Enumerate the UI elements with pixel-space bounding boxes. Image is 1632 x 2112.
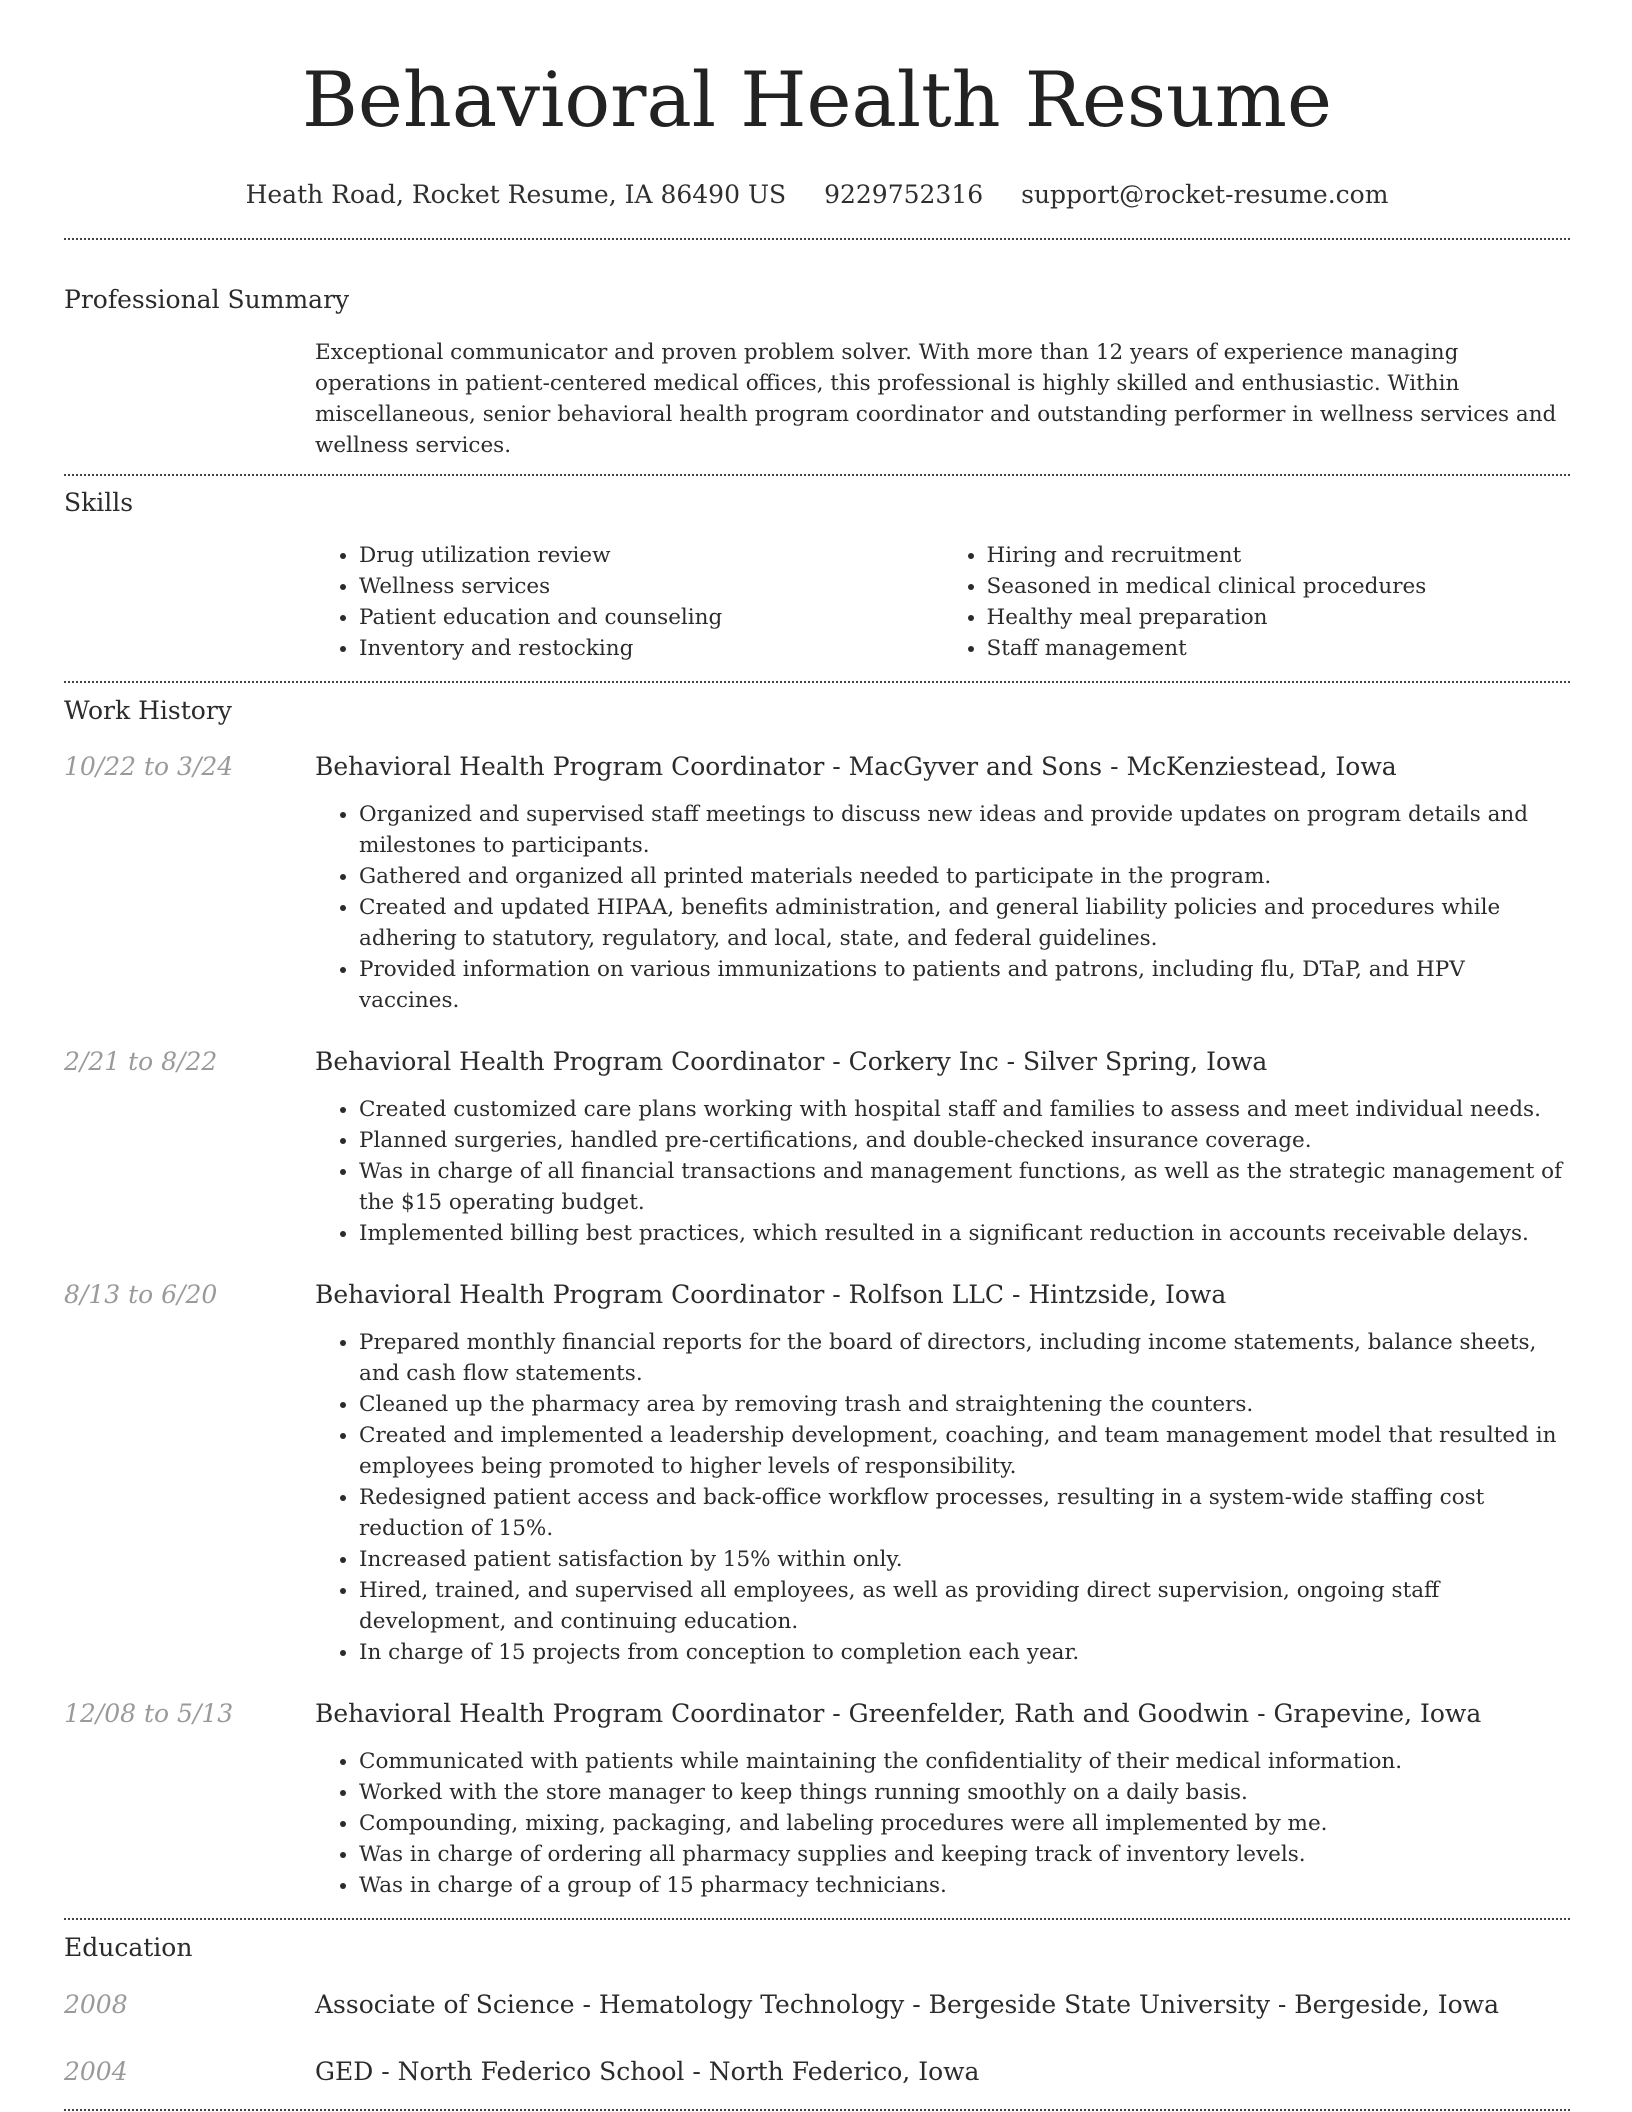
- job-bullets: [315, 799, 1570, 1016]
- contact-line: [64, 178, 1570, 212]
- skill-item: • Patient education and counseling: [359, 602, 943, 633]
- skills-list: [315, 540, 1570, 664]
- divider: [64, 238, 1570, 240]
- job-bullet: • Redesigned patient access and back-office workflow processes, resulting in a system-wide staffing cost reduction of 15%.: [359, 1482, 1570, 1544]
- education-entry: [64, 1988, 1570, 2022]
- job-bullet: • Was in charge of all financial transactions and management functions, as well as the strategic management of the $15 operating budget.: [359, 1156, 1570, 1218]
- section-title-work: Work History: [64, 696, 232, 725]
- job-bullet: • Was in charge of ordering all pharmacy supplies and keeping track of inventory levels.: [359, 1839, 1570, 1870]
- skill-item: • Inventory and restocking: [359, 633, 943, 664]
- section-title-education: Education: [64, 1933, 193, 1962]
- job-bullet: • Communicated with patients while maintaining the confidentiality of their medical information.: [359, 1746, 1570, 1777]
- job-bullet: • Created and implemented a leadership development, coaching, and team management model that resulted in employees being promoted to higher levels of responsibility.: [359, 1420, 1570, 1482]
- job-title: Behavioral Health Program Coordinator - Corkery Inc - Silver Spring, Iowa: [315, 1047, 1268, 1076]
- skill-item: • Hiring and recruitment: [987, 540, 1571, 571]
- job-title: Behavioral Health Program Coordinator - Greenfelder, Rath and Goodwin - Grapevine, Iowa: [315, 1699, 1482, 1728]
- divider: [64, 2109, 1570, 2111]
- job-bullets: [315, 1746, 1570, 1901]
- education-year: 2004: [64, 2057, 128, 2086]
- job-bullet: • Created customized care plans working with hospital staff and families to assess and meet individual needs.: [359, 1094, 1570, 1125]
- job-dates: 12/08 to 5/13: [64, 1699, 234, 1728]
- education-entry: [64, 2055, 1570, 2089]
- resume-title: Behavioral Health Resume: [302, 55, 1332, 144]
- job-bullet: • Was in charge of a group of 15 pharmacy technicians.: [359, 1870, 1570, 1901]
- skill-item: • Drug utilization review: [359, 540, 943, 571]
- job-bullet: • Implemented billing best practices, which resulted in a significant reduction in accounts receivable delays.: [359, 1218, 1570, 1249]
- job-bullet: • Worked with the store manager to keep things running smoothly on a daily basis.: [359, 1777, 1570, 1808]
- divider: [64, 1918, 1570, 1920]
- job-title: Behavioral Health Program Coordinator - Rolfson LLC - Hintzside, Iowa: [315, 1280, 1227, 1309]
- job-bullet: • Hired, trained, and supervised all employees, as well as providing direct supervision, ongoing staff development, and continuing education.: [359, 1575, 1570, 1637]
- summary-text: Exceptional communicator and proven problem solver. With more than 12 years of experience managing operations in patient-centered medical offices, this professional is highly skilled and enthusiastic. Within miscellaneous, senior behavioral health program coordinator and outstanding performer in wellness services and wellness services.: [315, 340, 1557, 458]
- job-bullet: • Cleaned up the pharmacy area by removing trash and straightening the counters.: [359, 1389, 1570, 1420]
- skill-item: • Healthy meal preparation: [987, 602, 1571, 633]
- skill-item: • Seasoned in medical clinical procedures: [987, 571, 1571, 602]
- divider: [64, 474, 1570, 476]
- skill-item: • Wellness services: [359, 571, 943, 602]
- job-dates: 10/22 to 3/24: [64, 752, 234, 781]
- job-header: [64, 1045, 1570, 1079]
- skills-column-right: [943, 540, 1571, 664]
- skill-item: • Staff management: [987, 633, 1571, 664]
- skills-column-left: [315, 540, 943, 664]
- job-bullets: [315, 1094, 1570, 1249]
- section-title-skills: Skills: [64, 488, 134, 517]
- job-bullet: • Gathered and organized all printed materials needed to participate in the program.: [359, 861, 1570, 892]
- section-title-summary: Professional Summary: [64, 285, 350, 314]
- contact-phone: 9229752316: [824, 180, 984, 209]
- job-header: [64, 1697, 1570, 1731]
- education-text: Associate of Science - Hematology Technology - Bergeside State University - Bergeside, Iowa: [315, 1990, 1499, 2019]
- job-bullets: [315, 1327, 1570, 1668]
- job-bullet: • In charge of 15 projects from conception to completion each year.: [359, 1637, 1570, 1668]
- job-bullet: • Compounding, mixing, packaging, and labeling procedures were all implemented by me.: [359, 1808, 1570, 1839]
- job-bullet: • Prepared monthly financial reports for the board of directors, including income statements, balance sheets, and cash flow statements.: [359, 1327, 1570, 1389]
- job-bullet: • Created and updated HIPAA, benefits administration, and general liability policies and procedures while adhering to statutory, regulatory, and local, state, and federal guidelines.: [359, 892, 1570, 954]
- job-header: [64, 750, 1570, 784]
- education-text: GED - North Federico School - North Federico, Iowa: [315, 2057, 980, 2086]
- contact-email: support@rocket-resume.com: [1021, 180, 1389, 209]
- education-year: 2008: [64, 1990, 128, 2019]
- job-bullet: • Increased patient satisfaction by 15% within only.: [359, 1544, 1570, 1575]
- job-dates: 8/13 to 6/20: [64, 1280, 218, 1309]
- resume-page: [64, 0, 1570, 2111]
- job-bullet: • Planned surgeries, handled pre-certifications, and double-checked insurance coverage.: [359, 1125, 1570, 1156]
- job-header: [64, 1278, 1570, 1312]
- job-dates: 2/21 to 8/22: [64, 1047, 218, 1076]
- job-bullet: • Organized and supervised staff meetings to discuss new ideas and provide updates on program details and milestones to participants.: [359, 799, 1570, 861]
- contact-address: Heath Road, Rocket Resume, IA 86490 US: [245, 180, 787, 209]
- job-title: Behavioral Health Program Coordinator - MacGyver and Sons - McKenziestead, Iowa: [315, 752, 1397, 781]
- divider: [64, 681, 1570, 683]
- job-bullet: • Provided information on various immunizations to patients and patrons, including flu, DTaP, and HPV vaccines.: [359, 954, 1570, 1016]
